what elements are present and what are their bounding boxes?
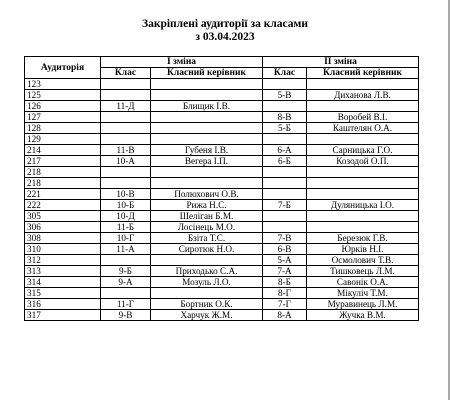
shift1-class-cell: 10-А: [101, 156, 151, 167]
auditorium-cell: 221: [25, 189, 101, 200]
auditorium-cell: 217: [25, 156, 101, 167]
table-row: [25, 244, 419, 255]
shift1-teacher-cell: Мозуль Л.О.: [151, 277, 263, 288]
table-row: [25, 277, 419, 288]
shift1-teacher-cell: Шеліган Б.М.: [151, 211, 263, 222]
table-row: [25, 167, 419, 178]
table-row: [25, 266, 419, 277]
shift1-teacher-cell: Бортник О.К.: [151, 299, 263, 310]
table-row: [25, 310, 419, 321]
table-row: [25, 90, 419, 101]
shift2-teacher-cell: Сарницька Г.О.: [307, 145, 419, 156]
shift1-teacher-cell: [151, 134, 263, 145]
shift1-class-cell: [101, 123, 151, 134]
auditorium-cell: 312: [25, 255, 101, 266]
table-body: [25, 79, 419, 321]
shift2-teacher-cell: Савонік О.А.: [307, 277, 419, 288]
shift2-teacher-cell: Каштелян О.А.: [307, 123, 419, 134]
table-row: [25, 101, 419, 112]
shift1-class-cell: 10-В: [101, 189, 151, 200]
shift2-class-cell: 5-А: [263, 255, 307, 266]
shift2-teacher-cell: [307, 211, 419, 222]
auditorium-cell: 126: [25, 101, 101, 112]
shift2-class-cell: 8-А: [263, 310, 307, 321]
table-header: [25, 57, 419, 79]
shift1-class-cell: 11-В: [101, 145, 151, 156]
shift2-teacher-cell: Козодой О.П.: [307, 156, 419, 167]
shift1-class-cell: [101, 255, 151, 266]
shift1-class-cell: [101, 134, 151, 145]
table-row: [25, 145, 419, 156]
shift2-teacher-cell: Дуляницька І.О.: [307, 200, 419, 211]
shift2-class-cell: [263, 167, 307, 178]
shift1-teacher-cell: Лосінець М.О.: [151, 222, 263, 233]
shift2-class-cell: 7-А: [263, 266, 307, 277]
auditorium-cell: 317: [25, 310, 101, 321]
shift2-teacher-cell: Жучка В.М.: [307, 310, 419, 321]
auditorium-cell: 127: [25, 112, 101, 123]
header-shift2-teacher: Класний керівник: [307, 68, 419, 79]
shift2-class-cell: 6-А: [263, 145, 307, 156]
shift2-teacher-cell: Осмолович Т.В.: [307, 255, 419, 266]
shift1-class-cell: 10-Г: [101, 233, 151, 244]
auditorium-cell: 316: [25, 299, 101, 310]
header-shift2-class: Клас: [263, 68, 307, 79]
header-shift-1: І зміна: [101, 57, 263, 68]
shift1-class-cell: 11-А: [101, 244, 151, 255]
shift1-teacher-cell: Полюхович О.В.: [151, 189, 263, 200]
table-row: [25, 79, 419, 90]
auditorium-cell: 218: [25, 178, 101, 189]
shift2-class-cell: 6-В: [263, 244, 307, 255]
table-row: [25, 255, 419, 266]
shift2-teacher-cell: [307, 222, 419, 233]
shift1-class-cell: 10-Д: [101, 211, 151, 222]
shift2-class-cell: 5-В: [263, 90, 307, 101]
shift1-teacher-cell: [151, 288, 263, 299]
shift2-class-cell: 8-В: [263, 112, 307, 123]
shift2-teacher-cell: Юрків Н.І.: [307, 244, 419, 255]
shift2-class-cell: [263, 101, 307, 112]
table-row: [25, 222, 419, 233]
title-line-1: Закріплені аудиторії за класами: [142, 18, 308, 30]
shift1-class-cell: [101, 288, 151, 299]
shift2-class-cell: 7-Г: [263, 299, 307, 310]
header-shift1-teacher: Класний керівник: [151, 68, 263, 79]
shift2-class-cell: 7-В: [263, 233, 307, 244]
shift1-class-cell: 11-Д: [101, 101, 151, 112]
shift1-teacher-cell: [151, 112, 263, 123]
shift1-teacher-cell: Приходько С.А.: [151, 266, 263, 277]
shift2-class-cell: 7-Б: [263, 200, 307, 211]
shift1-class-cell: [101, 178, 151, 189]
shift1-class-cell: 9-В: [101, 310, 151, 321]
auditorium-schedule-table: [24, 56, 419, 321]
shift2-class-cell: [263, 189, 307, 200]
header-auditorium: Аудиторія: [25, 57, 101, 79]
header-shift1-class: Клас: [101, 68, 151, 79]
auditorium-cell: 308: [25, 233, 101, 244]
shift1-teacher-cell: [151, 79, 263, 90]
shift2-teacher-cell: Диханова Л.В.: [307, 90, 419, 101]
table-row: [25, 134, 419, 145]
auditorium-cell: 128: [25, 123, 101, 134]
shift1-class-cell: 9-А: [101, 277, 151, 288]
shift2-class-cell: 5-Б: [263, 123, 307, 134]
shift2-teacher-cell: Муравинець Л.М.: [307, 299, 419, 310]
shift1-class-cell: 11-Г: [101, 299, 151, 310]
shift2-class-cell: 8-Б: [263, 277, 307, 288]
auditorium-cell: 305: [25, 211, 101, 222]
shift1-teacher-cell: [151, 167, 263, 178]
auditorium-cell: 125: [25, 90, 101, 101]
auditorium-cell: 129: [25, 134, 101, 145]
shift1-teacher-cell: Бзіта Т.С.: [151, 233, 263, 244]
shift2-teacher-cell: Тишковець Л.М.: [307, 266, 419, 277]
shift2-teacher-cell: [307, 79, 419, 90]
auditorium-cell: 123: [25, 79, 101, 90]
auditorium-cell: 218: [25, 167, 101, 178]
shift1-class-cell: [101, 167, 151, 178]
shift1-teacher-cell: [151, 123, 263, 134]
table-row: [25, 299, 419, 310]
shift2-teacher-cell: [307, 189, 419, 200]
shift2-class-cell: 6-Б: [263, 156, 307, 167]
shift2-class-cell: [263, 211, 307, 222]
title-line-2: з 03.04.2023: [195, 31, 255, 43]
auditorium-cell: 315: [25, 288, 101, 299]
shift2-class-cell: [263, 222, 307, 233]
shift1-class-cell: [101, 112, 151, 123]
auditorium-cell: 314: [25, 277, 101, 288]
shift2-class-cell: 8-Г: [263, 288, 307, 299]
shift2-class-cell: [263, 178, 307, 189]
table-row: [25, 211, 419, 222]
shift2-teacher-cell: Березюк Г.В.: [307, 233, 419, 244]
shift2-teacher-cell: [307, 101, 419, 112]
table-row: [25, 200, 419, 211]
shift2-teacher-cell: [307, 178, 419, 189]
table-row: [25, 189, 419, 200]
auditorium-cell: 222: [25, 200, 101, 211]
table-row: [25, 112, 419, 123]
shift1-class-cell: 10-Б: [101, 200, 151, 211]
shift1-teacher-cell: Блищик І.В.: [151, 101, 263, 112]
shift1-class-cell: [101, 90, 151, 101]
table-row: [25, 156, 419, 167]
shift2-class-cell: [263, 79, 307, 90]
auditorium-cell: 306: [25, 222, 101, 233]
shift1-teacher-cell: Губеня І.В.: [151, 145, 263, 156]
header-shift-2: ІІ зміна: [263, 57, 419, 68]
table-row: [25, 178, 419, 189]
auditorium-cell: 310: [25, 244, 101, 255]
shift2-teacher-cell: Мікуліч Т.М.: [307, 288, 419, 299]
shift1-teacher-cell: Харчук Ж.М.: [151, 310, 263, 321]
table-row: [25, 288, 419, 299]
shift1-teacher-cell: Вегера І.П.: [151, 156, 263, 167]
shift2-class-cell: [263, 134, 307, 145]
shift1-class-cell: [101, 79, 151, 90]
shift2-teacher-cell: Воробей В.І.: [307, 112, 419, 123]
shift1-class-cell: 11-Б: [101, 222, 151, 233]
shift1-teacher-cell: [151, 178, 263, 189]
shift1-class-cell: 9-Б: [101, 266, 151, 277]
auditorium-cell: 313: [25, 266, 101, 277]
shift1-teacher-cell: Сиротюк Н.О.: [151, 244, 263, 255]
shift2-teacher-cell: [307, 134, 419, 145]
document-title: [0, 18, 450, 44]
shift1-teacher-cell: Рижа Н.С.: [151, 200, 263, 211]
shift2-teacher-cell: [307, 167, 419, 178]
table-row: [25, 123, 419, 134]
table-row: [25, 233, 419, 244]
shift1-teacher-cell: [151, 90, 263, 101]
shift1-teacher-cell: [151, 255, 263, 266]
auditorium-cell: 214: [25, 145, 101, 156]
